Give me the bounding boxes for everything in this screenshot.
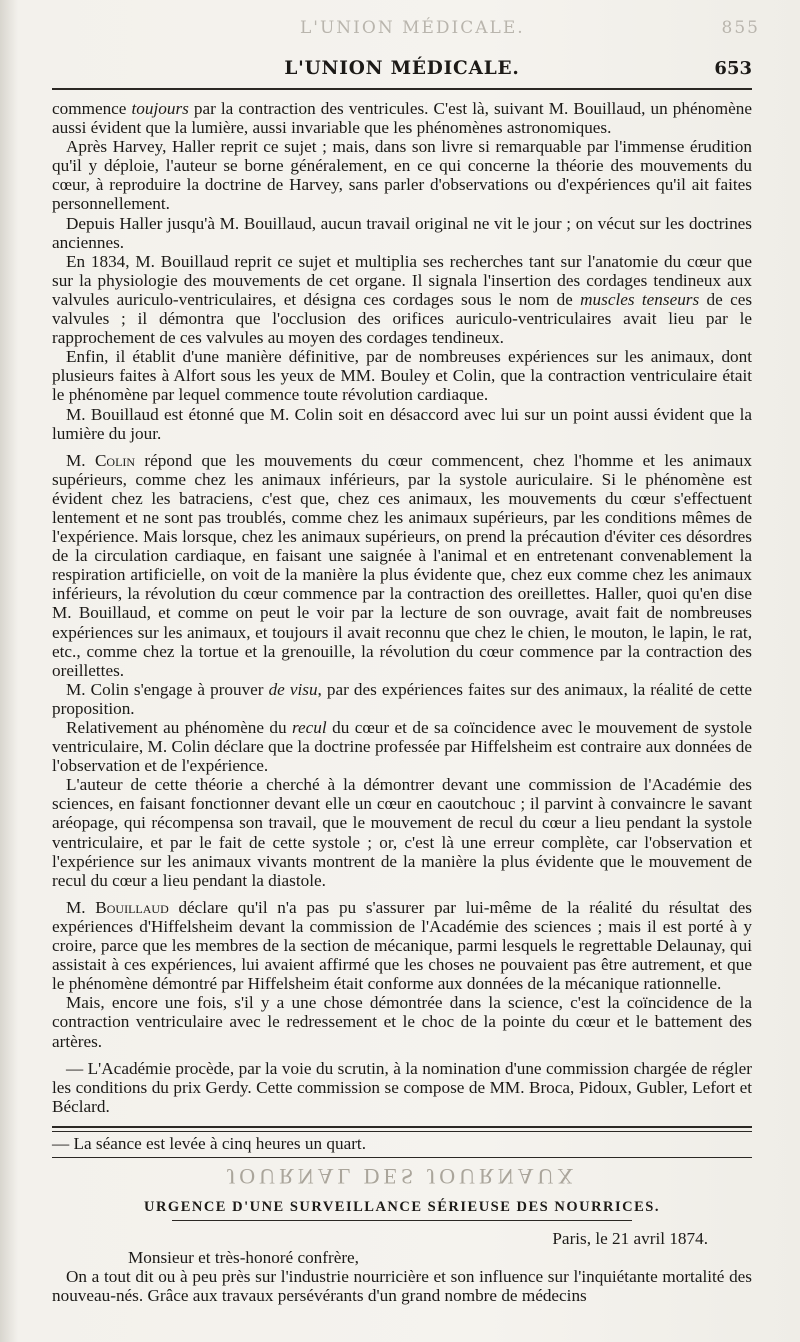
paragraph-text: L'auteur de cette théorie a cherché à la démontrer devant une commission de l'Académie des sciences, en faisant fonctionner devant elle un cœur en caoutchouc ; il parvint à convaincre le savant aréopage, qui récompensa son travail, que le mouvement de recul du cœur a lieu pendant la systole ventriculaire, et par le fait de cette systole ; or, c'est là une erreur complète, car l'observation et l'expérience sur les animaux vivants montrent de la manière la plus évidente que le mouvement de recul du cœur a lieu pendant la diastole. [52,775,752,890]
page-number: 653 [714,58,752,79]
paragraph-text: muscles tenseurs [580,289,700,309]
paragraph-text: Colin [94,450,136,470]
paragraph [52,252,752,347]
paragraph-text: Relativement au phénomène du [66,718,292,737]
paragraph [52,718,752,775]
paragraph [52,993,752,1050]
paragraph-text: Depuis Haller jusqu'à M. Bouillaud, aucun travail original ne vit le jour ; on vécut sur les doctrines anciennes. [52,213,752,252]
header-rule [52,88,752,90]
ghost-title: L'UNION MÉDICALE. [300,18,525,38]
article-body [52,99,752,1305]
paragraph-text: de visu [268,679,318,699]
bleed-through-header [300,18,760,38]
paragraph-text: M. [66,450,95,470]
paragraph-text: répond que les mouvements du cœur commencent, chez l'homme et les animaux supérieurs, comme chez les animaux inférieurs, par la systole auriculaire. Si le phénomène est évident chez les batraciens, c'est que, chez ces animaux, les mouvements du cœur s'effectuent lentement et ne sont pas troublés, comme chez les animaux supérieurs, par les conditions mêmes de l'expérience. Mais lorsque, chez les animaux supérieurs, on prend la précaution d'éviter ces désordres de la circulation cardiaque, en faisant une saignée à l'animal et en entretenant convenablement la respiration artificielle, on voit de la manière la plus évidente que, chez eux comme chez les animaux inférieurs, la révolution du cœur commence par la contraction des oreillettes. Haller, quoi qu'en dise M. Bouillaud, et comme on peut le voir par la lecture de son ouvrage, avait fait de nombreuses expériences sur les animaux, et toujours il avait reconnu que chez le chien, le mouton, le lapin, le rat, etc., comme chez la tortue et la grenouille, la révolution du cœur commence par la contraction des oreillettes. [52,450,752,680]
dateline: Paris, le 21 avril 1874. [552,1229,708,1249]
paragraph [52,775,752,890]
paragraph-text: recul [292,718,327,737]
double-rule [52,1126,752,1132]
paragraph-text: En 1834, M. Bouillaud reprit ce sujet et multiplia ses recherches tant sur l'anatomie du cœur que sur la physiologie des mouvements de cet organe. Il signala l'insertion des cordages tendineux aux valvules auriculo-ventriculaires, et désigna ces cordages sous le nom de [52,251,752,309]
bleed-through-heading: JOURNAL DES JOURNAUX [226,1163,578,1189]
paragraph-text: déclare qu'il n'a pas pu s'assurer par lui-même de la réalité du résultat des expériences d'Hiffelsheim devant la commission de l'Académie des sciences ; mais il est porté à y croire, parce que les membres de la section de mécanique, parmi lesquels le regrettable Delaunay, qui assistait à ces expériences, lui avaient affirmé que les choses ne pouvaient pas être autrement, et que le phénomène démontré par Hiffelsheim était conforme aux données de la mécanique rationnelle. [52,897,752,994]
opening-paragraph: On a tout dit ou à peu près sur l'industrie nourricière et son influence sur l'inquiétante mortalité des nouveau-nés. Grâce aux travaux persévérants d'un grand nombre de médecins [52,1267,752,1306]
paragraph-text: de ces valvules ; il démontra que l'occlusion des orifices auriculo-ventriculaires avait lieu par le rapprochement de ces valvules au moyen des cordages tendineux. [52,289,753,348]
journal-title: L'UNION MÉDICALE. [284,58,520,79]
paragraph [52,214,752,252]
paragraph [52,680,752,718]
paragraph [52,898,752,993]
paragraph-text: par la contraction des ventricules. C'est là, suivant M. Bouillaud, un phénomène aussi évident que la lumière, aussi invariable que les phénomènes astronomiques. [52,99,752,138]
paragraph [52,137,752,213]
paragraph-text: Enfin, il établit d'une manière définitive, par de nombreuses expériences sur les animaux, dont plusieurs faites à Alfort sous les yeux de MM. Bouley et Colin, que la contraction ventriculaire était le phénomène par lequel commence toute révolution cardiaque. [52,347,752,405]
section-heading: URGENCE D'UNE SURVEILLANCE SÉRIEUSE DES NOURRICES. [143,1198,661,1215]
session-closed-line: — La séance est levée à cinq heures un quart. [52,1133,367,1153]
salutation: Monsieur et très-honoré confrère, [128,1248,359,1268]
paragraph-text: Après Harvey, Haller reprit ce sujet ; mais, dans son livre si remarquable par l'immense érudition qu'il y déploie, l'auteur se borne généralement, en ce qui concerne la théorie des mouvements du cœur, à reproduire la doctrine de Harvey, sans parler d'observations ou d'expériences qu'il ait faites personnellement. [52,137,752,214]
paragraph-text: Bouillaud [95,897,169,917]
paragraph-list [52,99,752,1116]
paragraph-text: — L'Académie procède, par la voie du scrutin, à la nomination d'une commission chargée de régler les conditions du prix Gerdy. Cette commission se compose de MM. Broca, Pidoux, Gubler, Lefort et Béclard. [52,1058,752,1116]
paragraph [52,405,752,443]
paragraph [52,99,752,137]
paragraph-text: Mais, encore une fois, s'il y a une chose démontrée dans la science, c'est la coïncidence de la contraction ventriculaire avec le redressement et le choc de la pointe du cœur et le battement des artères. [52,993,752,1051]
paragraph-text: M. [66,897,96,917]
section-rule-top [52,1157,752,1158]
running-head [52,58,752,86]
paragraph-text: du cœur et de sa coïncidence avec le mouvement de systole ventriculaire, M. Colin déclare que la doctrine professée par Hiffelsheim est contraire aux données de l'observation et de l'expérience. [52,718,752,776]
paragraph-text: M. Bouillaud est étonné que M. Colin soit en désaccord avec lui sur un point aussi évident que la lumière du jour. [52,404,752,443]
paragraph-text: M. Colin s'engage à prouver [66,679,269,699]
paragraph [52,451,752,680]
paragraph-text: commence [52,99,132,118]
paragraph [52,1059,752,1116]
section-heading-rule [172,1220,632,1221]
paragraph [52,347,752,404]
paragraph-text: , par des expériences faites sur des animaux, la réalité de cette proposition. [52,679,752,718]
ghost-page-number: 855 [721,18,760,38]
paragraph-text: toujours [131,99,189,118]
